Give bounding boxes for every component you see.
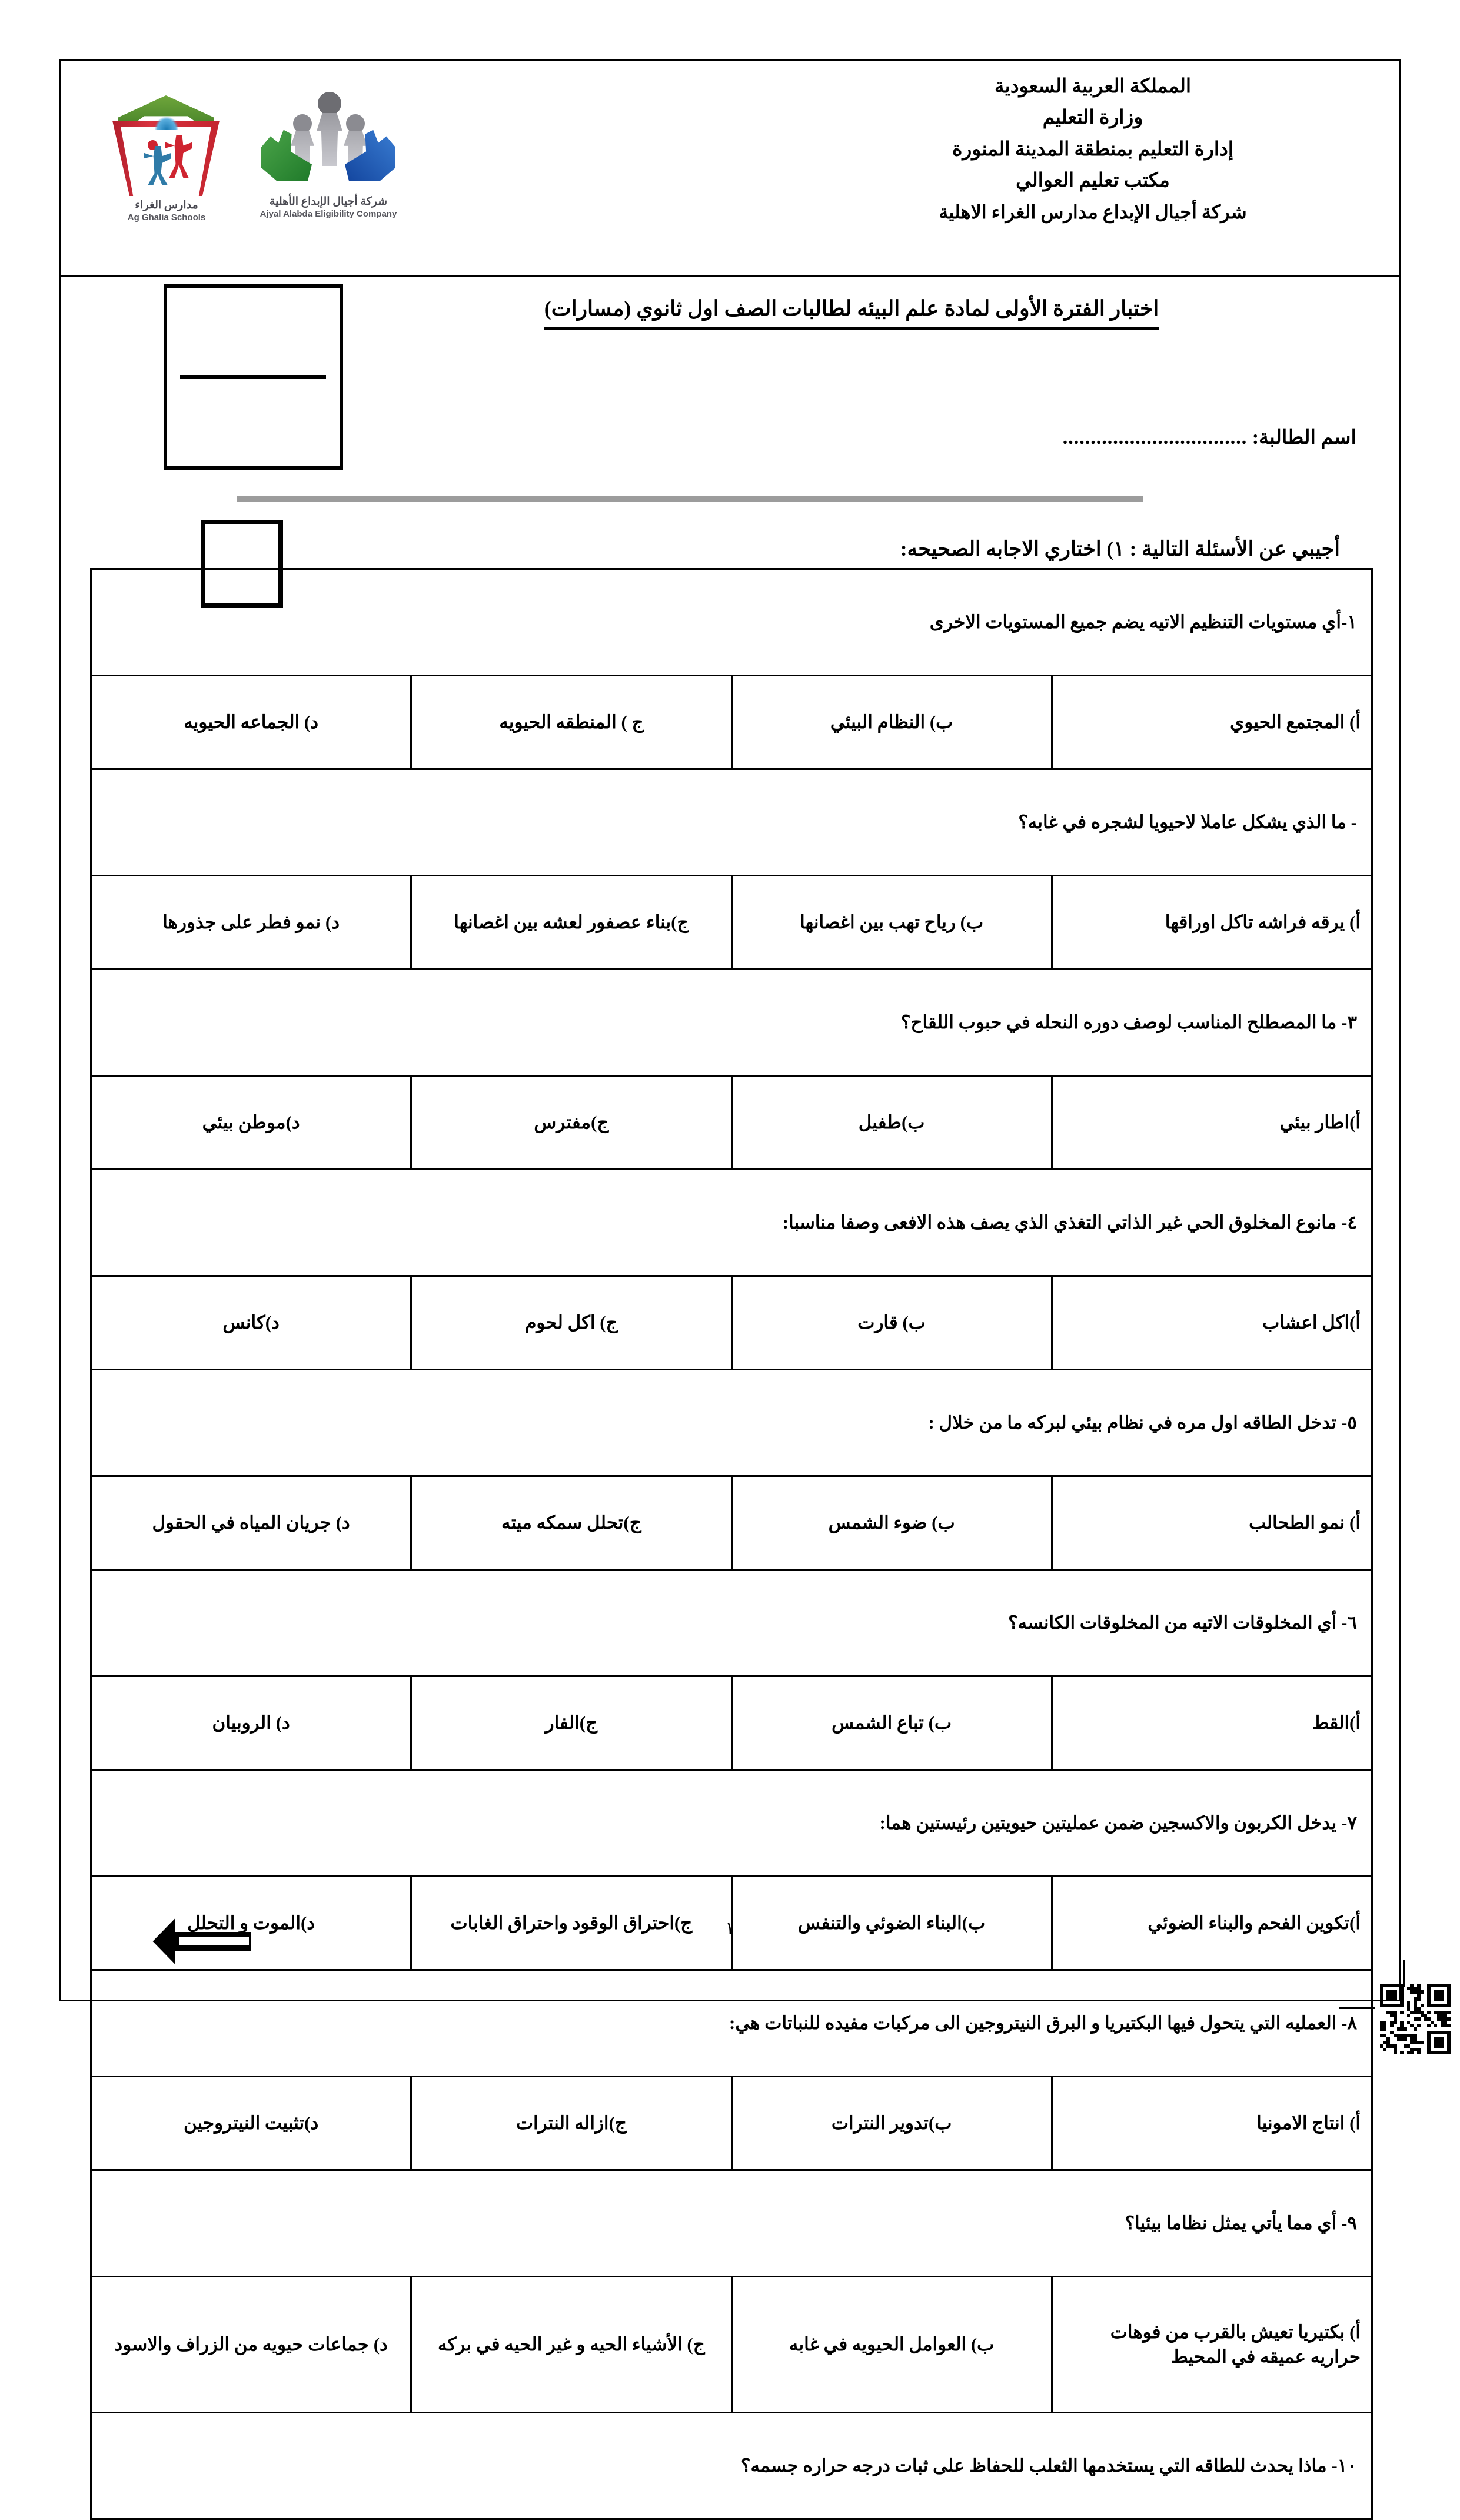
question-text: ٩- أي مما يأتي يمثل نظاما بيئيا؟: [91, 2170, 1372, 2277]
question-row: [91, 1370, 1372, 1476]
option-cell-b[interactable]: ب)البناء الضوئي والتنفس: [731, 1877, 1052, 1970]
option-cell-c[interactable]: ج)مفترس: [411, 1076, 731, 1170]
gray-separator-rule: [237, 496, 1143, 502]
option-cell-c[interactable]: ج) اكل لحوم: [411, 1276, 731, 1370]
option-cell-c[interactable]: ج)بناء عصفور لعشه بين اغصانها: [411, 876, 731, 970]
ministry-heading: [828, 71, 1358, 228]
question-text: ٦- أي المخلوقات الاتيه من المخلوقات الكانسه؟: [91, 1570, 1372, 1676]
qr-code-icon: [1380, 1984, 1451, 2054]
exam-title: اختبار الفترة الأولى لمادة علم البيئه لطالبات الصف اول ثانوي (مسارات): [544, 296, 1159, 330]
options-row: [91, 2277, 1372, 2413]
options-row: [91, 1676, 1372, 1770]
sunburst-icon: [155, 117, 178, 130]
option-cell-d[interactable]: د) الروبيان: [91, 1676, 411, 1770]
option-cell-a[interactable]: أ)اكل اعشاب: [1052, 1276, 1372, 1370]
option-cell-d[interactable]: د)الموت و التحلل: [91, 1877, 411, 1970]
question-text: ٣- ما المصطلح المناسب لوصف دوره النحله في حبوب اللقاح؟: [91, 970, 1372, 1076]
question-text: ٤- مانوع المخلوق الحي غير الذاتي التغذي الذي يصف هذه الافعى وصفا مناسبا:: [91, 1170, 1372, 1276]
option-cell-a[interactable]: أ)تكوين الفحم والبناء الضوئي: [1052, 1877, 1372, 1970]
company-logo: [240, 87, 417, 219]
option-cell-d[interactable]: د) نمو فطر على جذورها: [91, 876, 411, 970]
ministry-line-company: شركة أجيال الإبداع مدارس الغراء الاهلية: [939, 201, 1247, 223]
question-text: ١٠- ماذا يحدث للطاقه التي يستخدمها الثعلب للحفاظ على ثبات درجه حراره جسمه؟: [91, 2413, 1372, 2519]
option-cell-c[interactable]: ج)احتراق الوقود واحتراق الغابات: [411, 1877, 731, 1970]
page-number: ١: [724, 1918, 735, 1938]
option-cell-d[interactable]: د) جماعات حيويه من الزراف والاسود: [91, 2277, 411, 2413]
question-row: [91, 2170, 1372, 2277]
option-cell-b[interactable]: ب)طفيل: [731, 1076, 1052, 1170]
question-text: - ما الذي يشكل عاملا لاحيويا لشجره في غابه؟: [91, 769, 1372, 876]
header-divider-rule: [61, 275, 1399, 277]
option-cell-a[interactable]: أ)اطار بيئي: [1052, 1076, 1372, 1170]
question-row: [91, 1570, 1372, 1676]
question-row: [91, 1770, 1372, 1877]
school-logo-caption-ar: مدارس الغراء: [135, 199, 198, 211]
options-row: [91, 676, 1372, 769]
option-cell-b[interactable]: ب) تباع الشمس: [731, 1676, 1052, 1770]
question-row: [91, 769, 1372, 876]
crop-mark-horizontal: [1339, 2007, 1375, 2009]
option-cell-a[interactable]: أ)القط: [1052, 1676, 1372, 1770]
question-text: ٧- يدخل الكربون والاكسجين ضمن عمليتين حيويتين رئيستين هما:: [91, 1770, 1372, 1877]
option-cell-c[interactable]: ج) الأشياء الحيه و غير الحيه في بركه: [411, 2277, 731, 2413]
option-cell-b[interactable]: ب) النظام البيئي: [731, 676, 1052, 769]
instruction-text: أجيبي عن الأسئلة التالية : ١) اختاري الاجابه الصحيحه:: [900, 537, 1340, 560]
options-row: [91, 2077, 1372, 2170]
option-cell-a[interactable]: أ) المجتمع الحيوي: [1052, 676, 1372, 769]
option-cell-d[interactable]: د) الجماعه الحيويه: [91, 676, 411, 769]
option-cell-a[interactable]: أ) بكتيريا تعيش بالقرب من فوهات حراريه عميقه في المحيط: [1052, 2277, 1372, 2413]
options-row: [91, 1476, 1372, 1570]
option-cell-d[interactable]: د)تثبيت النيتروجين: [91, 2077, 411, 2170]
question-text: ١-أي مستويات التنظيم الاتيه يضم جميع المستويات الاخرى: [91, 569, 1372, 676]
question-text: ٨- العمليه التي يتحول فيها البكتيريا و البرق النيتروجين الى مركبات مفيده للنباتات هي:: [91, 1970, 1372, 2077]
question-row: [91, 2413, 1372, 2519]
options-row: [91, 1076, 1372, 1170]
score-fraction-rule: [180, 375, 326, 379]
option-cell-d[interactable]: د)كانس: [91, 1276, 411, 1370]
question-row: [91, 569, 1372, 676]
ministry-line-office: مكتب تعليم العوالي: [1016, 170, 1170, 192]
school-logo: [93, 87, 240, 223]
company-logo-caption-ar: شركة أجيال الإبداع الأهلية: [269, 195, 388, 208]
option-cell-d[interactable]: د)موطن بيئي: [91, 1076, 411, 1170]
options-row: [91, 1276, 1372, 1370]
document-header: [61, 61, 1399, 275]
option-cell-d[interactable]: د) جريان المياه في الحقول: [91, 1476, 411, 1570]
option-cell-a[interactable]: أ) انتاج الامونيا: [1052, 2077, 1372, 2170]
option-cell-b[interactable]: ب) رياح تهب بين اغصانها: [731, 876, 1052, 970]
exam-page-frame: [59, 59, 1401, 2476]
ministry-line-region: إدارة التعليم بمنطقة المدينة المنورة: [952, 138, 1233, 160]
school-logo-caption-en: Ag Ghalia Schools: [127, 213, 206, 223]
option-cell-c[interactable]: ج)الفار: [411, 1676, 731, 1770]
open-book-logo-icon: [108, 94, 225, 197]
option-cell-b[interactable]: ب) قارت: [731, 1276, 1052, 1370]
question-row: [91, 1970, 1372, 2077]
company-logo-caption-en: Ajyal Alabda Eligibility Company: [260, 209, 397, 219]
student-name-row: [1063, 426, 1356, 449]
left-arrow-icon[interactable]: [149, 1915, 255, 1968]
question-text: ٥- تدخل الطاقه اول مره في نظام بيئي لبركه ما من خلال :: [91, 1370, 1372, 1476]
questions-table: [90, 568, 1373, 2520]
ministry-line-kingdom: المملكة العربية السعودية: [994, 76, 1192, 97]
score-box[interactable]: [164, 284, 343, 470]
option-cell-c[interactable]: ج)تحلل سمكه ميته: [411, 1476, 731, 1570]
student-name-input[interactable]: .................................: [1062, 427, 1248, 449]
question-row: [91, 1170, 1372, 1276]
option-cell-b[interactable]: ب) ضوء الشمس: [731, 1476, 1052, 1570]
student-name-label: اسم الطالبة:: [1252, 427, 1356, 449]
ministry-line-ministry: وزارة التعليم: [1042, 107, 1143, 129]
book-page-shape: [121, 127, 211, 197]
question-row: [91, 970, 1372, 1076]
logo-area: [93, 87, 423, 258]
hands-holding-figures-logo-icon: [258, 91, 399, 194]
option-cell-a[interactable]: أ) نمو الطحالب: [1052, 1476, 1372, 1570]
figure-center-icon: [317, 92, 342, 162]
option-cell-b[interactable]: ب) العوامل الحيويه في غابه: [731, 2277, 1052, 2413]
title-row: [445, 296, 1258, 330]
option-cell-c[interactable]: ج ) المنطقه الحيويه: [411, 676, 731, 769]
option-cell-a[interactable]: أ) يرقه فراشه تاكل اوراقها: [1052, 876, 1372, 970]
option-cell-c[interactable]: ج)ازاله النترات: [411, 2077, 731, 2170]
option-cell-b[interactable]: ب)تدوير النترات: [731, 2077, 1052, 2170]
options-row: [91, 876, 1372, 970]
